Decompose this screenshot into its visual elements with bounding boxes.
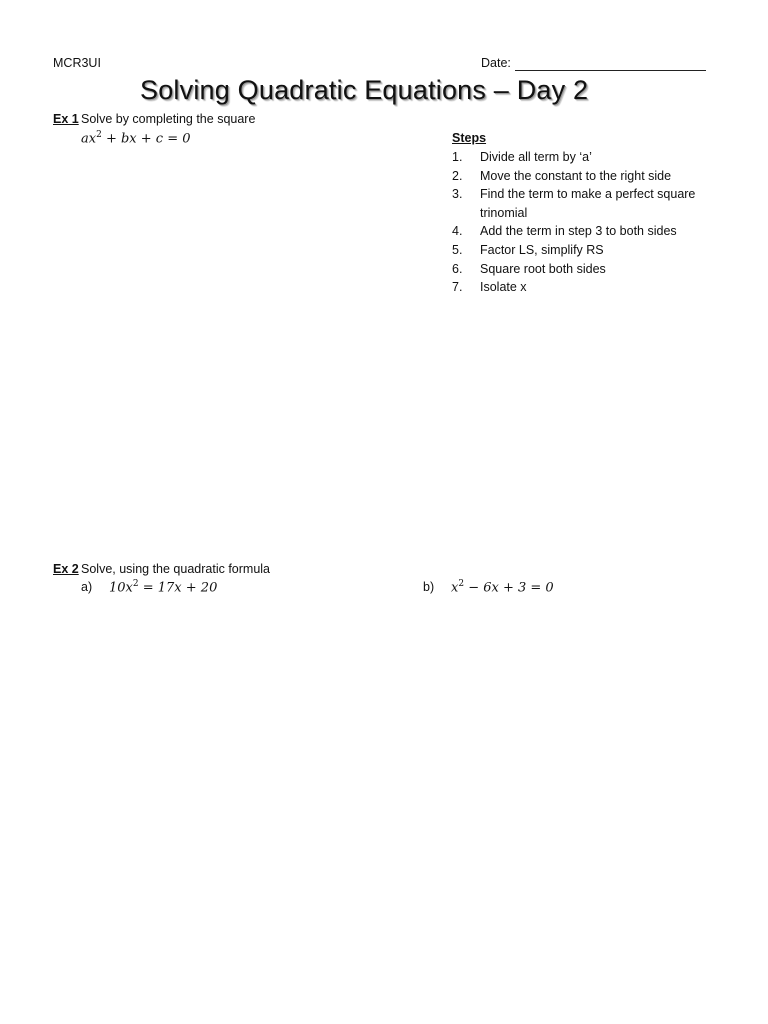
- part-a-label: a): [81, 580, 93, 594]
- step-text: Divide all term by ‘a’: [480, 150, 592, 164]
- equation-exponent: 2: [96, 130, 102, 140]
- part-b-equation: [451, 579, 554, 595]
- equation-rhs: − 6x + 3 = 0: [464, 580, 554, 596]
- step-item: [452, 222, 712, 241]
- step-number: 1.: [452, 150, 463, 164]
- page-title: Solving Quadratic Equations – Day 2: [140, 75, 589, 105]
- step-number: 3.: [452, 187, 463, 202]
- date-label: Date:: [481, 56, 511, 70]
- example-2-label: Ex 2: [53, 562, 79, 576]
- step-text: Add the term in step 3 to both sides: [480, 224, 677, 239]
- step-text: Find the term to make a perfect square trinomial: [480, 187, 696, 220]
- step-item: [452, 148, 712, 167]
- step-item: [452, 167, 712, 186]
- step-item: [452, 185, 712, 222]
- equation-exponent: 2: [458, 579, 465, 589]
- step-item: [452, 278, 712, 297]
- step-item: [452, 241, 712, 260]
- example-1-label: Ex 1: [53, 112, 79, 126]
- example-2-prompt: Solve, using the quadratic formula: [81, 562, 270, 576]
- step-number: 2.: [452, 168, 463, 183]
- steps-list: [452, 148, 712, 297]
- part-a-equation: [109, 579, 217, 595]
- date-blank-line: [515, 70, 706, 71]
- step-number: 6.: [452, 261, 463, 276]
- example-1-equation: [81, 130, 191, 146]
- equation-exponent: 2: [132, 579, 139, 589]
- step-number: 4.: [452, 224, 463, 239]
- equation-term: ax: [81, 131, 97, 147]
- equation-rhs: = 17x + 20: [138, 580, 218, 596]
- step-text: Move the constant to the right side: [480, 168, 672, 183]
- equation-lhs: 10x: [109, 580, 133, 596]
- step-text: Factor LS, simplify RS: [480, 242, 604, 257]
- part-b-label: b): [423, 580, 435, 594]
- example-1-prompt: Solve by completing the square: [81, 112, 256, 126]
- step-text: Isolate x: [480, 280, 527, 295]
- step-text: Square root both sides: [480, 261, 606, 276]
- steps-heading: Steps: [452, 131, 487, 145]
- course-code: MCR3UI: [53, 56, 101, 70]
- step-item: [452, 260, 712, 279]
- step-number: 5.: [452, 242, 463, 257]
- step-number: 7.: [452, 280, 463, 295]
- equation-lhs: x: [451, 580, 459, 596]
- equation-rest: + bx + c = 0: [101, 131, 191, 147]
